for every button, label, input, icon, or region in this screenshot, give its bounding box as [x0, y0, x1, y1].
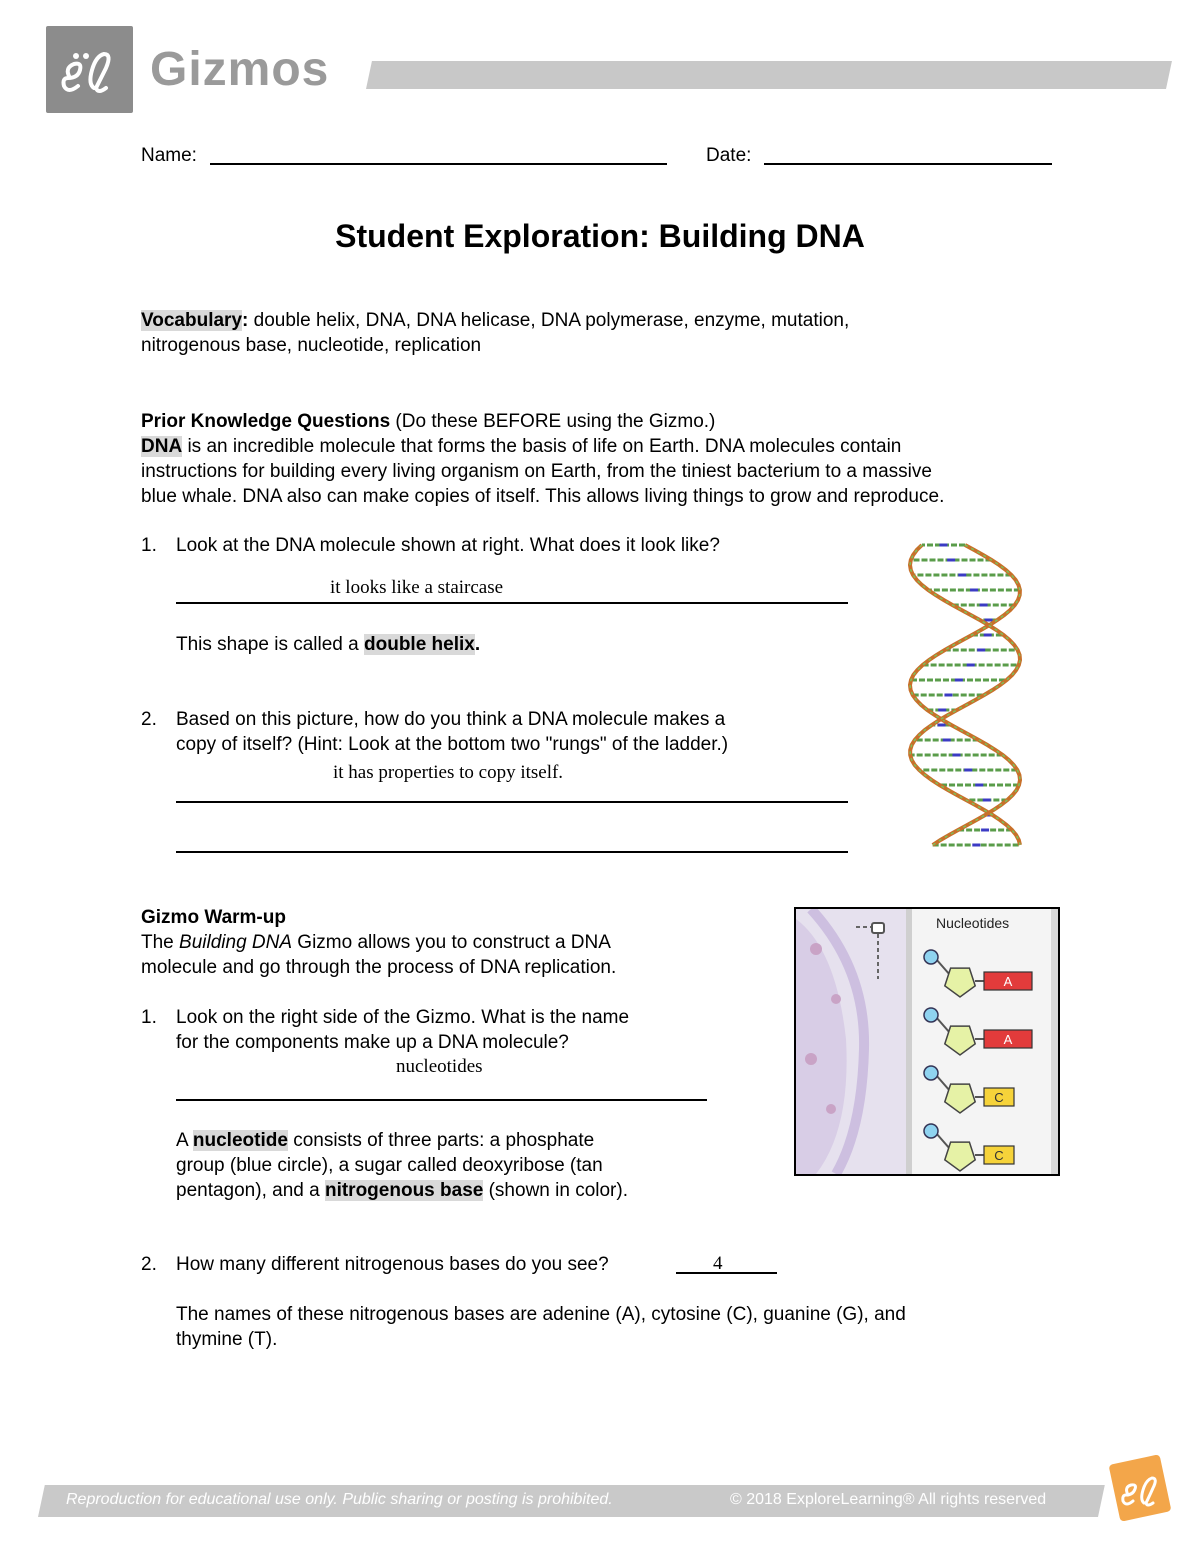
phosphate-icon: [924, 1008, 938, 1022]
double-helix-note-pre: This shape is called a: [176, 634, 364, 655]
bases-names: [176, 1302, 1076, 1352]
q2-line1: Based on this picture, how do you think a DNA molecule makes a: [176, 709, 726, 730]
gizmos-logo: [46, 26, 133, 113]
warmup-para-pre: The: [141, 932, 180, 953]
deoxyribose-icon: [945, 1084, 975, 1113]
dna-term: DNA: [141, 436, 183, 457]
q2-answer[interactable]: it has properties to copy itself.: [333, 762, 564, 783]
date-field[interactable]: [764, 163, 1052, 165]
date-label: Date:: [706, 145, 752, 166]
q1-answer-line: [176, 602, 848, 604]
gizmo-screenshot: [794, 907, 1060, 1176]
q1-number: 1.: [141, 535, 157, 556]
deoxyribose-icon: [945, 1142, 975, 1171]
nucleotides-title: Nucleotides: [936, 915, 1010, 931]
warmup-section: [141, 905, 761, 980]
warmup-q1-line1: Look on the right side of the Gizmo. What is the name: [176, 1007, 630, 1028]
nucleotides-list: [912, 937, 1058, 1174]
base-letter: C: [994, 1148, 1004, 1163]
warmup-heading: Gizmo Warm-up: [141, 907, 286, 928]
brand-name: Gizmos: [150, 43, 330, 96]
nucleotide-line3-pre: pentagon), and a: [176, 1180, 325, 1201]
double-helix-period: .: [474, 634, 481, 655]
deoxyribose-icon: [945, 1026, 975, 1055]
nitrogenous-base-term: nitrogenous base: [324, 1180, 484, 1201]
double-helix-term: double helix: [364, 634, 475, 655]
footer-copyright: © 2018 ExploreLearning® All rights reserved: [730, 1491, 1047, 1508]
el-logo-icon: [46, 26, 133, 113]
nucleotide-item[interactable]: [924, 1066, 1014, 1113]
phosphate-icon: [924, 950, 938, 964]
nucleotide-item[interactable]: [924, 1124, 1014, 1171]
warmup-q1-answer[interactable]: nucleotides: [396, 1056, 483, 1077]
nucleotide-description: [176, 1128, 736, 1203]
warmup-q1-number: 1.: [141, 1007, 157, 1028]
nucleotide-line2: group (blue circle), a sugar called deoxyribose (tan: [176, 1155, 603, 1176]
warmup-q2-number: 2.: [141, 1254, 157, 1275]
q2-answer-line-2: [176, 851, 848, 853]
nucleotide-line3-post: (shown in color).: [483, 1180, 628, 1201]
nucleotide-item[interactable]: [924, 950, 1032, 997]
cell-decor: [796, 909, 906, 1174]
panel-scrollbar[interactable]: [1051, 909, 1058, 1174]
double-helix-note: [176, 632, 480, 657]
q2-line2: copy of itself? (Hint: Look at the bottom two "rungs" of the ladder.): [176, 734, 729, 755]
vocabulary-label: Vocabulary: [141, 310, 243, 331]
warmup-q2-answer-line: [676, 1272, 777, 1274]
nucleotide-line1-pre: A: [176, 1130, 193, 1151]
name-label: Name:: [141, 145, 197, 166]
nucleotide-line1-post: consists of three parts: a phosphate: [287, 1130, 595, 1151]
vocabulary-terms-line1: double helix, DNA, DNA helicase, DNA polymerase, enzyme, mutation,: [248, 310, 850, 331]
vocabulary-terms-line2: nitrogenous base, nucleotide, replication: [141, 335, 482, 356]
prior-heading-note: (Do these BEFORE using the Gizmo.): [390, 411, 716, 432]
prior-para-line3: blue whale. DNA also can make copies of itself. This allows living things to grow and reproduce.: [141, 486, 945, 507]
warmup-q2-answer[interactable]: 4: [713, 1253, 723, 1274]
dna-helix-image: [890, 535, 1040, 855]
nucleotides-panel: [912, 909, 1058, 1174]
name-field[interactable]: [210, 163, 667, 165]
prior-knowledge-section: [141, 409, 1081, 509]
header-bar: [366, 61, 1172, 89]
prior-para-line2: instructions for building every living organism on Earth, from the tiniest bacterium to a massive: [141, 461, 932, 482]
deoxyribose-icon: [945, 968, 975, 997]
warmup-para-line2: molecule and go through the process of DNA replication.: [141, 957, 617, 978]
q2-answer-line-1: [176, 801, 848, 803]
prior-heading: Prior Knowledge Questions: [141, 411, 391, 432]
warmup-q1-line2: for the components make up a DNA molecule?: [176, 1032, 569, 1053]
bases-line2: thymine (T).: [176, 1329, 278, 1350]
q2-number: 2.: [141, 709, 157, 730]
prior-para-line1: is an incredible molecule that forms the basis of life on Earth. DNA molecules contain: [182, 436, 902, 457]
nucleotide-term: nucleotide: [192, 1130, 288, 1151]
vocabulary-colon: :: [242, 310, 249, 331]
q1-text: Look at the DNA molecule shown at right. What does it look like?: [176, 535, 720, 556]
camera-icon: [872, 923, 884, 933]
el-badge-icon: [1108, 1453, 1172, 1523]
q2-text: [176, 707, 728, 757]
base-letter: C: [994, 1090, 1004, 1105]
warmup-q1-text: [176, 1005, 629, 1055]
vocabulary-section: [141, 308, 1041, 358]
dna-helix-svg: [890, 535, 1040, 855]
warmup-para-post: Gizmo allows you to construct a DNA: [292, 932, 611, 953]
explorelearning-logo: [1108, 1453, 1172, 1523]
cell-background: [796, 909, 906, 1174]
base-letter: A: [1003, 974, 1013, 989]
bases-line1: The names of these nitrogenous bases are adenine (A), cytosine (C), guanine (G), and: [176, 1304, 906, 1325]
warmup-q1-answer-line: [176, 1099, 707, 1101]
footer-notice: Reproduction for educational use only. Public sharing or posting is prohibited.: [66, 1491, 613, 1508]
warmup-q2-text: How many different nitrogenous bases do you see?: [176, 1254, 609, 1275]
phosphate-icon: [924, 1066, 938, 1080]
gizmo-name: Building DNA: [179, 932, 293, 953]
page-title: Student Exploration: Building DNA: [335, 218, 865, 254]
phosphate-icon: [924, 1124, 938, 1138]
base-letter: A: [1003, 1032, 1013, 1047]
q1-answer[interactable]: it looks like a staircase: [330, 577, 504, 598]
nucleotide-item[interactable]: [924, 1008, 1032, 1055]
